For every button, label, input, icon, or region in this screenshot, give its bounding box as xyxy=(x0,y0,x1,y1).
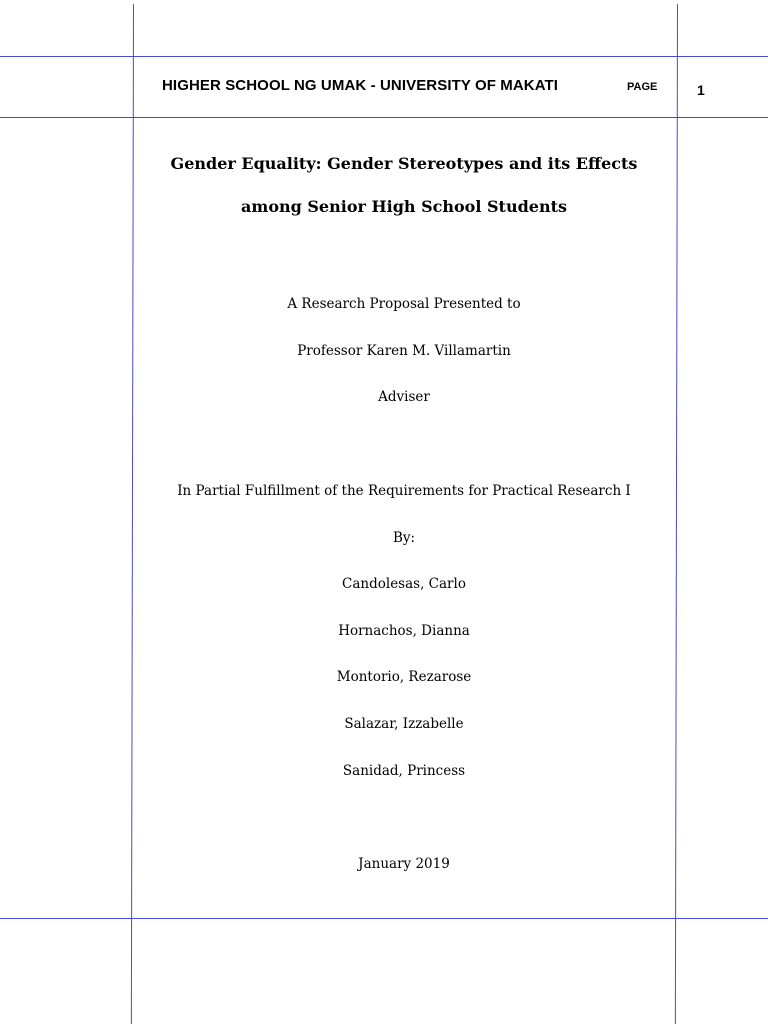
fulfillment-text: In Partial Fulfillment of the Requirements for Practical Research I xyxy=(177,483,631,499)
presented-to-text: A Research Proposal Presented to xyxy=(287,296,521,312)
title-line-2: among Senior High School Students xyxy=(241,197,567,216)
right-margin-rule xyxy=(675,4,678,1024)
author-name: Montorio, Rezarose xyxy=(336,669,472,685)
author-name: Hornachos, Dianna xyxy=(338,623,470,639)
adviser-role: Adviser xyxy=(378,389,430,405)
title-line-1: Gender Equality: Gender Stereotypes and its Effects xyxy=(170,154,638,173)
submission-date: January 2019 xyxy=(358,856,450,872)
by-label: By: xyxy=(392,530,416,546)
institution-header: HIGHER SCHOOL NG UMAK - UNIVERSITY OF MAKATI xyxy=(162,77,559,94)
header-bottom-rule xyxy=(0,117,768,118)
author-name: Sanidad, Princess xyxy=(342,763,466,779)
author-name: Salazar, Izzabelle xyxy=(344,716,464,732)
footer-rule xyxy=(0,918,768,919)
page-label: PAGE xyxy=(627,81,658,93)
page-number: 1 xyxy=(697,82,705,98)
author-name: Candolesas, Carlo xyxy=(342,576,466,592)
header-top-rule xyxy=(0,56,768,57)
professor-name: Professor Karen M. Villamartin xyxy=(297,343,511,359)
